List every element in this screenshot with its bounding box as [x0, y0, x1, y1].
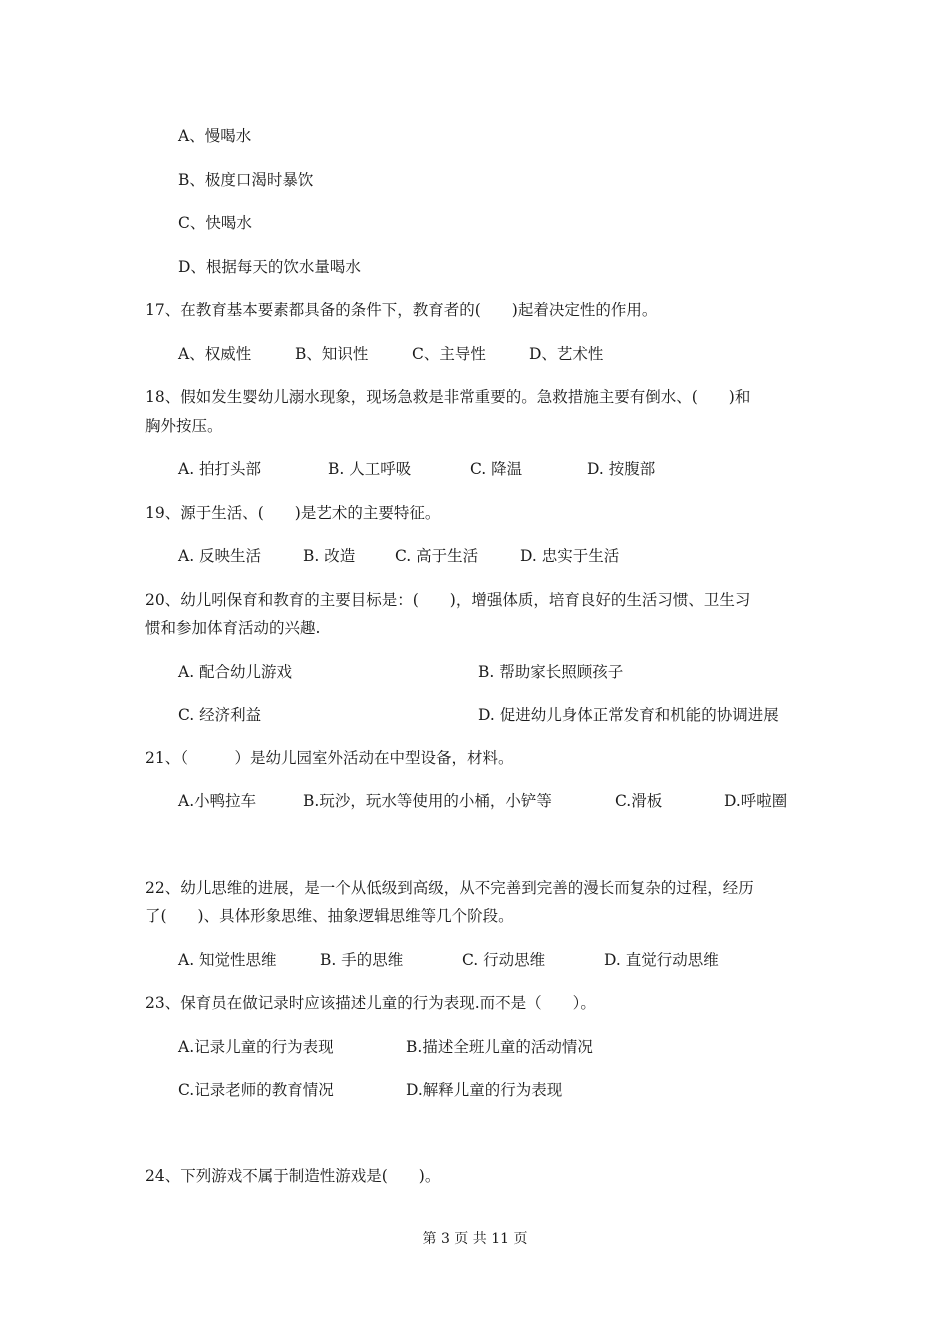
q17-option-d: D、艺术性 — [529, 345, 604, 363]
q16-option-b: B、极度口渴时暴饮 — [178, 171, 314, 189]
q22-option-b: B. 手的思维 — [320, 951, 404, 969]
q20-option-b: B. 帮助家长照顾孩子 — [478, 663, 624, 681]
q22-stem-line1: 22、幼儿思维的进展，是一个从低级到高级，从不完善到完善的漫长而复杂的过程，经历 — [145, 879, 754, 897]
q21-option-c: C.滑板 — [615, 792, 663, 810]
q23-option-d: D.解释儿童的行为表现 — [406, 1081, 563, 1099]
q18-option-a: A. 拍打头部 — [178, 460, 262, 478]
q18-stem-line2: 胸外按压。 — [145, 417, 223, 435]
q19-stem: 19、源于生活、( )是艺术的主要特征。 — [145, 504, 441, 522]
q21-option-a: A.小鸭拉车 — [178, 792, 257, 810]
q21-stem: 21、（ ）是幼儿园室外活动在中型设备，材料。 — [145, 749, 514, 767]
q23-option-a: A.记录儿童的行为表现 — [178, 1038, 334, 1056]
q16-option-d: D、根据每天的饮水量喝水 — [178, 258, 361, 276]
q20-stem-line2: 惯和参加体育活动的兴趣. — [145, 619, 321, 637]
q23-stem: 23、保育员在做记录时应该描述儿童的行为表现.而不是（ ）。 — [145, 994, 596, 1012]
q22-option-a: A. 知觉性思维 — [178, 951, 277, 969]
q18-stem-line1: 18、假如发生婴幼儿溺水现象，现场急救是非常重要的。急救措施主要有倒水、( )和 — [145, 388, 751, 406]
q21-option-b: B.玩沙，玩水等使用的小桶，小铲等 — [303, 792, 552, 810]
q19-option-c: C. 高于生活 — [395, 547, 479, 565]
q19-option-d: D. 忠实于生活 — [520, 547, 620, 565]
q17-option-a: A、权威性 — [178, 345, 252, 363]
q18-option-b: B. 人工呼吸 — [328, 460, 412, 478]
q19-option-a: A. 反映生活 — [178, 547, 262, 565]
q17-stem: 17、在教育基本要素都具备的条件下，教育者的( )起着决定性的作用。 — [145, 301, 658, 319]
q20-option-a: A. 配合幼儿游戏 — [178, 663, 293, 681]
q16-option-a: A、慢喝水 — [178, 127, 252, 145]
q18-option-d: D. 按腹部 — [587, 460, 656, 478]
q20-stem-line1: 20、幼儿吲保育和教育的主要目标是：( )，增强体质，培育良好的生活习惯、卫生习 — [145, 591, 751, 609]
q17-option-b: B、知识性 — [295, 345, 369, 363]
q19-option-b: B. 改造 — [303, 547, 356, 565]
q24-stem: 24、下列游戏不属于制造性游戏是( )。 — [145, 1167, 441, 1185]
q23-option-b: B.描述全班儿童的活动情况 — [406, 1038, 593, 1056]
q23-option-c: C.记录老师的教育情况 — [178, 1081, 334, 1099]
q20-option-c: C. 经济利益 — [178, 706, 262, 724]
q18-option-c: C. 降温 — [470, 460, 523, 478]
q17-option-c: C、主导性 — [412, 345, 486, 363]
q22-stem-line2: 了( )、具体形象思维、抽象逻辑思维等几个阶段。 — [145, 907, 514, 925]
q22-option-d: D. 直觉行动思维 — [604, 951, 719, 969]
q21-option-d: D.呼啦圈 — [724, 792, 788, 810]
q16-option-c: C、快喝水 — [178, 214, 252, 232]
q22-option-c: C. 行动思维 — [462, 951, 546, 969]
page-number-footer: 第 3 页 共 11 页 — [422, 1231, 528, 1247]
q20-option-d: D. 促进幼儿身体正常发育和机能的协调进展 — [478, 706, 779, 724]
